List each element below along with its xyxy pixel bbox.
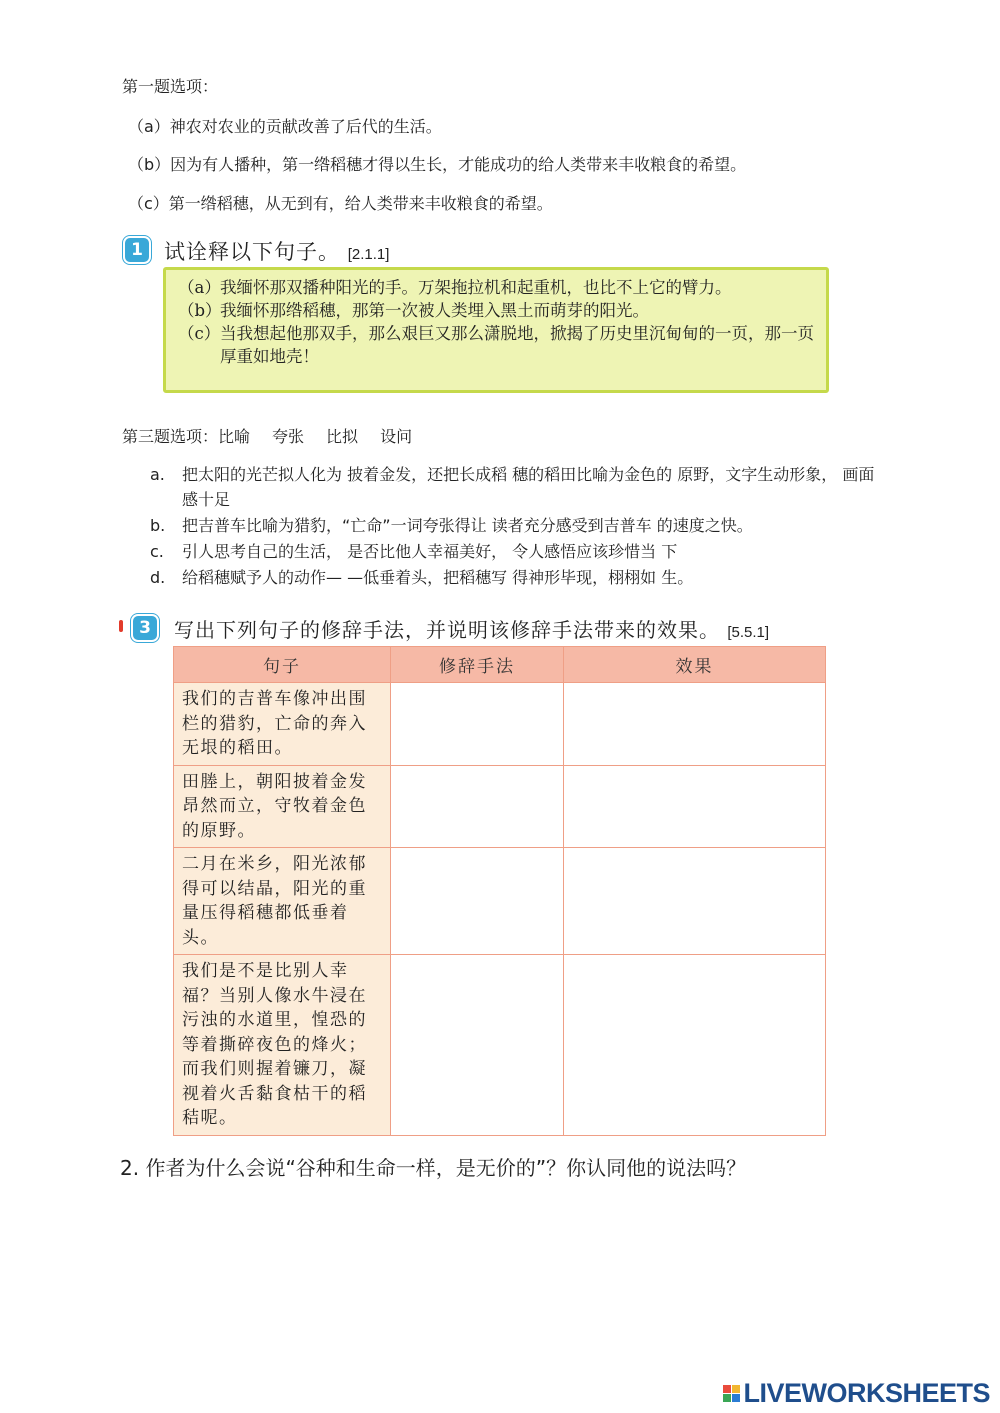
red-marker-decoration — [119, 620, 123, 632]
item-text: 我缅怀那绺稻穗，那第一次被人类埋入黑土而萌芽的阳光。 — [220, 301, 649, 320]
item-text: 当我想起他那双手，那么艰巨又那么潇脱地，掀揭了历史里沉甸甸的一页，那一页厚重如地壳！ — [220, 324, 814, 366]
section3-heading — [174, 614, 769, 643]
logo-tile-icon — [723, 1394, 731, 1402]
item-text: 我缅怀那双播种阳光的手。万架拖拉机和起重机，也比不上它的臂力。 — [220, 278, 732, 297]
answer-marker: c. — [150, 542, 164, 561]
sentence-cell: 我们是不是比别人幸福？当别人像水牛浸在污浊的水道里，惶恐的等着撕碎夜色的烽火；而我们则握着镰刀，凝视着火舌黏食枯干的稻秸呢。 — [174, 955, 391, 1136]
q1-option-c: （c）第一绺稻穗，从无到有，给人类带来丰收粮食的希望。 — [128, 194, 553, 213]
answer-text: 把吉普车比喻为猎豹，“亡命”一词夸张得让 读者充分感受到吉普车 的速度之快。 — [182, 516, 753, 535]
table-header-row — [174, 647, 826, 683]
answer-marker: a. — [150, 465, 165, 484]
sentence-cell: 我们的吉普车像冲出围栏的猎豹，亡命的奔入无垠的稻田。 — [174, 683, 391, 766]
section1-sentence-box — [163, 267, 829, 393]
header-device: 修辞手法 — [391, 647, 564, 683]
answer-text: 引人思考自己的生活， 是否比他人幸福美好， 令人感悟应该珍惜当 下 — [182, 542, 678, 561]
table-row — [174, 955, 826, 1136]
q3-options-title — [122, 424, 434, 447]
section3-heading-text: 写出下列句子的修辞手法，并说明该修辞手法带来的效果。 — [174, 618, 720, 642]
item-label: （a） — [178, 278, 221, 297]
answer-text: 把太阳的光芒拟人化为 披着金发，还把长成稻 穗的稻田比喻为金色的 原野，文字生动形象， 画面感十足 — [182, 465, 875, 509]
table-row — [174, 683, 826, 766]
item-label: （b） — [178, 301, 222, 320]
answer-item-b — [150, 513, 890, 538]
device-answer-cell[interactable] — [391, 848, 564, 955]
answer-item-d — [150, 565, 890, 590]
section1-heading — [164, 236, 389, 266]
q1-option-a: （a）神农对农业的贡献改善了后代的生活。 — [128, 117, 442, 136]
rhetoric-table — [173, 646, 826, 1136]
device-rhetorical-question: 设问 — [380, 427, 413, 446]
question-2: 2. 作者为什么会说“谷种和生命一样，是无价的”？你认同他的说法吗？ — [120, 1156, 747, 1180]
answer-item-a — [150, 462, 890, 512]
logo-text: LIVEWORKSHEETS — [743, 1378, 990, 1408]
answer-list — [150, 462, 890, 591]
liveworksheets-logo[interactable] — [723, 1378, 990, 1409]
sentence-cell: 田塍上，朝阳披着金发昂然而立，守牧着金色的原野。 — [174, 765, 391, 848]
section3-code: [5.5.1] — [727, 624, 770, 641]
device-answer-cell[interactable] — [391, 765, 564, 848]
effect-answer-cell[interactable] — [564, 765, 826, 848]
table-row — [174, 765, 826, 848]
device-answer-cell[interactable] — [391, 955, 564, 1136]
sentence-cell: 二月在米乡，阳光浓郁得可以结晶，阳光的重量压得稻穗都低垂着头。 — [174, 848, 391, 955]
section1-number-badge: 1 — [123, 236, 151, 264]
device-personification: 比拟 — [326, 427, 359, 446]
section1-item-a — [178, 276, 818, 299]
section1-item-c — [178, 322, 818, 368]
answer-marker: b. — [150, 516, 166, 535]
logo-tile-icon — [723, 1385, 731, 1393]
q3-options-label: 第三题选项： — [122, 427, 219, 446]
answer-text: 给稻穗赋予人的动作— —低垂着头，把稻穗写 得神形毕现，栩栩如 生。 — [182, 568, 694, 587]
device-hyperbole: 夸张 — [272, 427, 305, 446]
header-effect: 效果 — [564, 647, 826, 683]
section1-item-b — [178, 299, 818, 322]
q1-options-title: 第一题选项： — [122, 77, 219, 96]
device-answer-cell[interactable] — [391, 683, 564, 766]
header-sentence: 句子 — [174, 647, 391, 683]
effect-answer-cell[interactable] — [564, 955, 826, 1136]
answer-item-c — [150, 539, 890, 564]
device-metaphor: 比喻 — [218, 427, 251, 446]
effect-answer-cell[interactable] — [564, 683, 826, 766]
q1-option-b: （b）因为有人播种，第一绺稻穗才得以生长，才能成功的给人类带来丰收粮食的希望。 — [128, 155, 747, 174]
section1-heading-text: 试诠释以下句子。 — [164, 240, 340, 264]
item-label: （c） — [178, 324, 221, 343]
logo-tile-icon — [732, 1394, 740, 1402]
section3-number-badge: 3 — [131, 614, 159, 642]
table-row — [174, 848, 826, 955]
section1-code: [2.1.1] — [347, 246, 390, 263]
answer-marker: d. — [150, 568, 166, 587]
logo-tile-icon — [732, 1385, 740, 1393]
effect-answer-cell[interactable] — [564, 848, 826, 955]
logo-grid-icon — [723, 1385, 740, 1402]
